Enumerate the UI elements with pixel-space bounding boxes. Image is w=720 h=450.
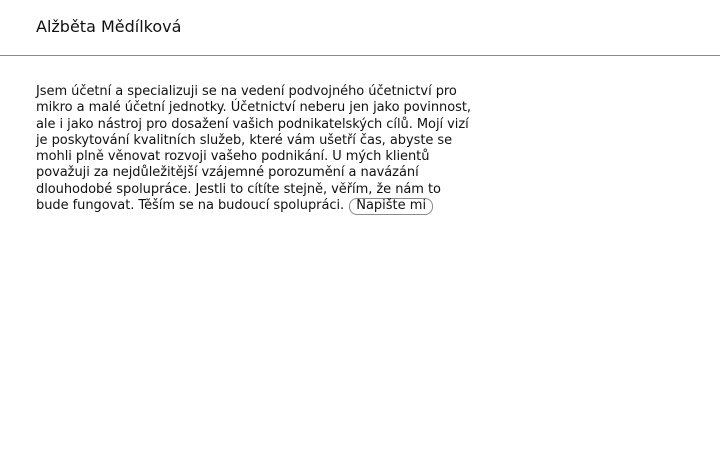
site-name: Alžběta Mědílková	[36, 17, 182, 36]
page-header	[0, 0, 720, 56]
main-content	[36, 84, 476, 215]
intro-text: Jsem účetní a specializuji se na vedení podvojného účetnictví pro mikro a malé účetní jednotky. Účetnictví neberu jen jako povinnost, ale i jako nástroj pro dosažení vašich podnikatelských cílů. Mojí vizí je poskytování kvalitních služeb, které vám ušetří čas, abyste se mohli plně věnovat rozvoji vašeho podnikání. U mých klientů považuji za nejdůležitější vzájemné porozumění a navázání dlouhodobé spolupráce. Jestli to cítíte stejně, věřím, že nám to bude fungovat. Těším se na budoucí spolupráci.	[36, 84, 472, 214]
contact-button[interactable]: Napište mi	[349, 198, 433, 215]
intro-paragraph	[36, 84, 476, 215]
